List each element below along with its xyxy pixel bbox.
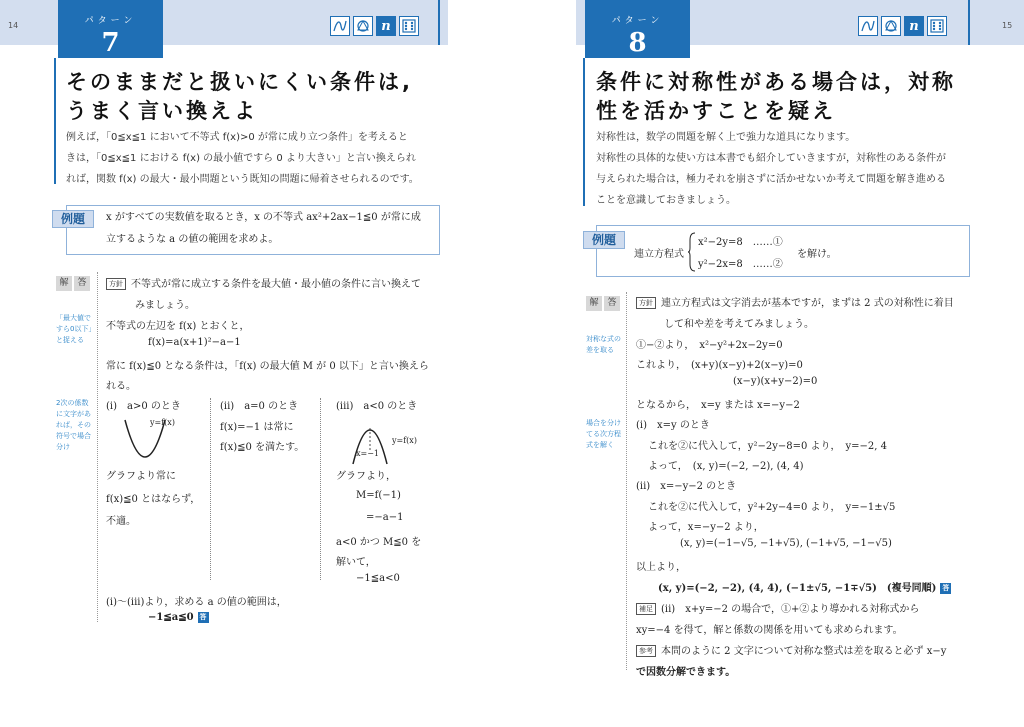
case2-head: (ii) a=0 のとき — [220, 401, 299, 412]
n-letter-icon: n — [904, 16, 924, 36]
right-side-note-1: 対称な式の 差を取る — [586, 335, 621, 354]
right-side-note-2: 場合を分け てる次方程 式を解く — [586, 419, 621, 449]
right-line: 以上より， — [636, 562, 686, 573]
right-final-answer: (x, y)=(−2, −2), (4, 4), (−1±√5, −1∓√5) (複号同順) 答 — [658, 583, 950, 594]
left-line-hoshin: 方針 不等式が常に成立する条件を最大値・最小値の条件に言い換えて — [106, 275, 421, 290]
left-final-answer: −1≦a≦0 答 — [148, 612, 207, 623]
case3-line: −1≦a<0 — [356, 573, 400, 584]
right-line-hosoku: 補足 (ii) x+y=−2 の場合で，①+②より導かれる対称式から — [636, 600, 919, 615]
right-category-icons — [858, 16, 947, 36]
case1-line: f(x)≦0 とはならず， — [106, 494, 201, 505]
right-line: よって，x=−y−2 より， — [648, 522, 764, 533]
left-side-note-2: 2次の係数 に文字があ れば，その 符号で場合 分け — [56, 399, 91, 451]
right-line: これを②に代入して，y²−2y−8=0 より， y=−2, 4 — [648, 441, 887, 452]
right-line: xy=−4 を得て，解と係数の関係を用いても求められます。 — [636, 625, 903, 636]
left-line: 常に f(x)≦0 となる条件は，「f(x) の最大値 M が 0 以下」と言い換えら — [106, 361, 429, 372]
left-category-icons — [330, 16, 419, 36]
case3-graph-label: y=f(x) — [392, 436, 417, 445]
case3-line: グラフより， — [336, 471, 396, 482]
left-line: f(x)=a(x+1)²−a−1 — [148, 337, 241, 348]
n-letter-icon: n — [376, 16, 396, 36]
left-example-text: x がすべての実数値を取るとき，x の不等式 ax²+2ax−1≦0 が常に成 立するような a の値の範囲を求めよ。 — [106, 212, 421, 245]
case3-line: a<0 かつ M≦0 を — [336, 537, 422, 548]
right-line: これより， (x+y)(x−y)+2(x−y)=0 — [636, 360, 803, 371]
right-line-sanko: 参考 本問のように 2 文字について対称な整式は差を取ると必ず x−y — [636, 642, 946, 657]
right-line-hoshin: 方針 連立方程式は文字消去が基本ですが，まずは 2 式の対称性に着目 — [636, 294, 954, 309]
right-title: 条件に対称性がある場合は，対称 性を活かすことを疑え — [596, 70, 956, 123]
case1-head: (i) a>0 のとき — [106, 401, 181, 412]
left-conclusion: (i)〜(iii)より，求める a の値の範囲は， — [106, 597, 287, 608]
left-margin-rule — [97, 272, 98, 622]
left-intro: 例えば，「0≦x≦1 において不等式 f(x)>0 が常に成り立つ条件」を考えると きは，「0≦x≦1 における f(x) の最小値ですら 0 より大きい」と言い換えられ れば，関数 f(x) の最大・最小問題という既知の問題に帰着させられるのです。 — [66, 132, 419, 185]
right-example-prefix: 連立方程式 — [634, 249, 684, 260]
left-answer-badge: 解 答 — [56, 276, 90, 291]
left-header-rule — [438, 0, 440, 45]
case3-head: (iii) a<0 のとき — [336, 401, 418, 412]
graph-curve-icon — [330, 16, 350, 36]
case1-graph-label: y=f(x) — [150, 418, 175, 427]
case2-line: f(x)≦0 を満たす。 — [220, 442, 305, 453]
sanko-tag: 参考 — [636, 645, 656, 657]
left-side-note-1: 「最大値で すら0以下」 と捉える — [56, 314, 96, 344]
right-line: して和や差を考えてみましょう。 — [664, 319, 814, 330]
right-line: (x−y)(x+y−2)=0 — [733, 376, 818, 387]
figure-icon — [881, 16, 901, 36]
right-example-label: 例題 — [583, 231, 625, 249]
case3-axis-label: x=−1 — [356, 449, 380, 458]
pattern-label: パターン — [84, 16, 137, 26]
right-line: で因数分解できます。 — [636, 667, 736, 678]
right-line: (i) x=y のとき — [636, 420, 710, 431]
left-page-number: 14 — [8, 21, 19, 30]
case-divider-1 — [210, 398, 211, 580]
case3-line: 解いて， — [336, 557, 376, 568]
answer-mark: 答 — [199, 613, 207, 621]
right-line: ①−②より， x²−y²+2x−2y=0 — [636, 340, 783, 351]
pattern-label: パターン — [611, 16, 664, 26]
right-example-eq1: x²−2y=8 ……① — [698, 237, 783, 248]
left-line: みましょう。 — [135, 300, 195, 311]
left-example-label: 例題 — [52, 210, 94, 228]
left-title-rule — [54, 58, 56, 184]
left-pattern-box — [58, 0, 163, 58]
right-example-suffix: を解け。 — [797, 249, 837, 260]
case-divider-2 — [320, 398, 321, 580]
right-margin-rule — [626, 292, 627, 670]
case1-line: グラフより常に — [106, 471, 176, 482]
hoshin-tag: 方針 — [106, 278, 126, 290]
right-page-number: 15 — [1002, 21, 1013, 30]
right-pattern-box — [585, 0, 690, 58]
figure-icon — [353, 16, 373, 36]
dice-icon — [399, 16, 419, 36]
left-title: そのままだと扱いにくい条件は, うまく言い換えよ — [66, 70, 413, 123]
case2-line: f(x)=−1 は常に — [220, 422, 294, 433]
right-title-rule — [583, 58, 585, 206]
case3-line: M=f(−1) — [356, 490, 401, 501]
left-line: れる。 — [106, 381, 136, 392]
right-line: (ii) x=−y−2 のとき — [636, 481, 737, 492]
right-line: よって， (x, y)=(−2, −2), (4, 4) — [648, 461, 804, 472]
hosoku-tag: 補足 — [636, 603, 656, 615]
right-line: となるから， x=y または x=−y−2 — [636, 400, 800, 411]
right-example-eq2: y²−2x=8 ……② — [698, 259, 783, 270]
right-line: これを②に代入して，y²+2y−4=0 より， y=−1±√5 — [648, 502, 896, 513]
case1-line: 不適。 — [106, 516, 136, 527]
right-intro: 対称性は，数学の問題を解く上で強力な道具になります。 対称性の具体的な使い方は本書でも紹介していきますが，対称性のある条件が 与えられた場合は，極力それを崩さずに活かせないか考えて問題を解き進める ことを意識しておきましょう。 — [596, 132, 946, 206]
graph-curve-icon — [858, 16, 878, 36]
left-line: 不等式の左辺を f(x) とおくと， — [106, 321, 250, 332]
right-answer-badge: 解 答 — [586, 296, 620, 311]
pattern-number: 8 — [628, 28, 647, 58]
case3-line: =−a−1 — [366, 512, 404, 523]
right-header-rule — [968, 0, 970, 45]
pattern-number: 7 — [101, 28, 120, 58]
hoshin-tag: 方針 — [636, 297, 656, 309]
right-line: (x, y)=(−1−√5, −1+√5), (−1+√5, −1−√5) — [680, 538, 892, 549]
answer-mark: 答 — [942, 584, 950, 592]
system-brace — [688, 232, 696, 272]
dice-icon — [927, 16, 947, 36]
